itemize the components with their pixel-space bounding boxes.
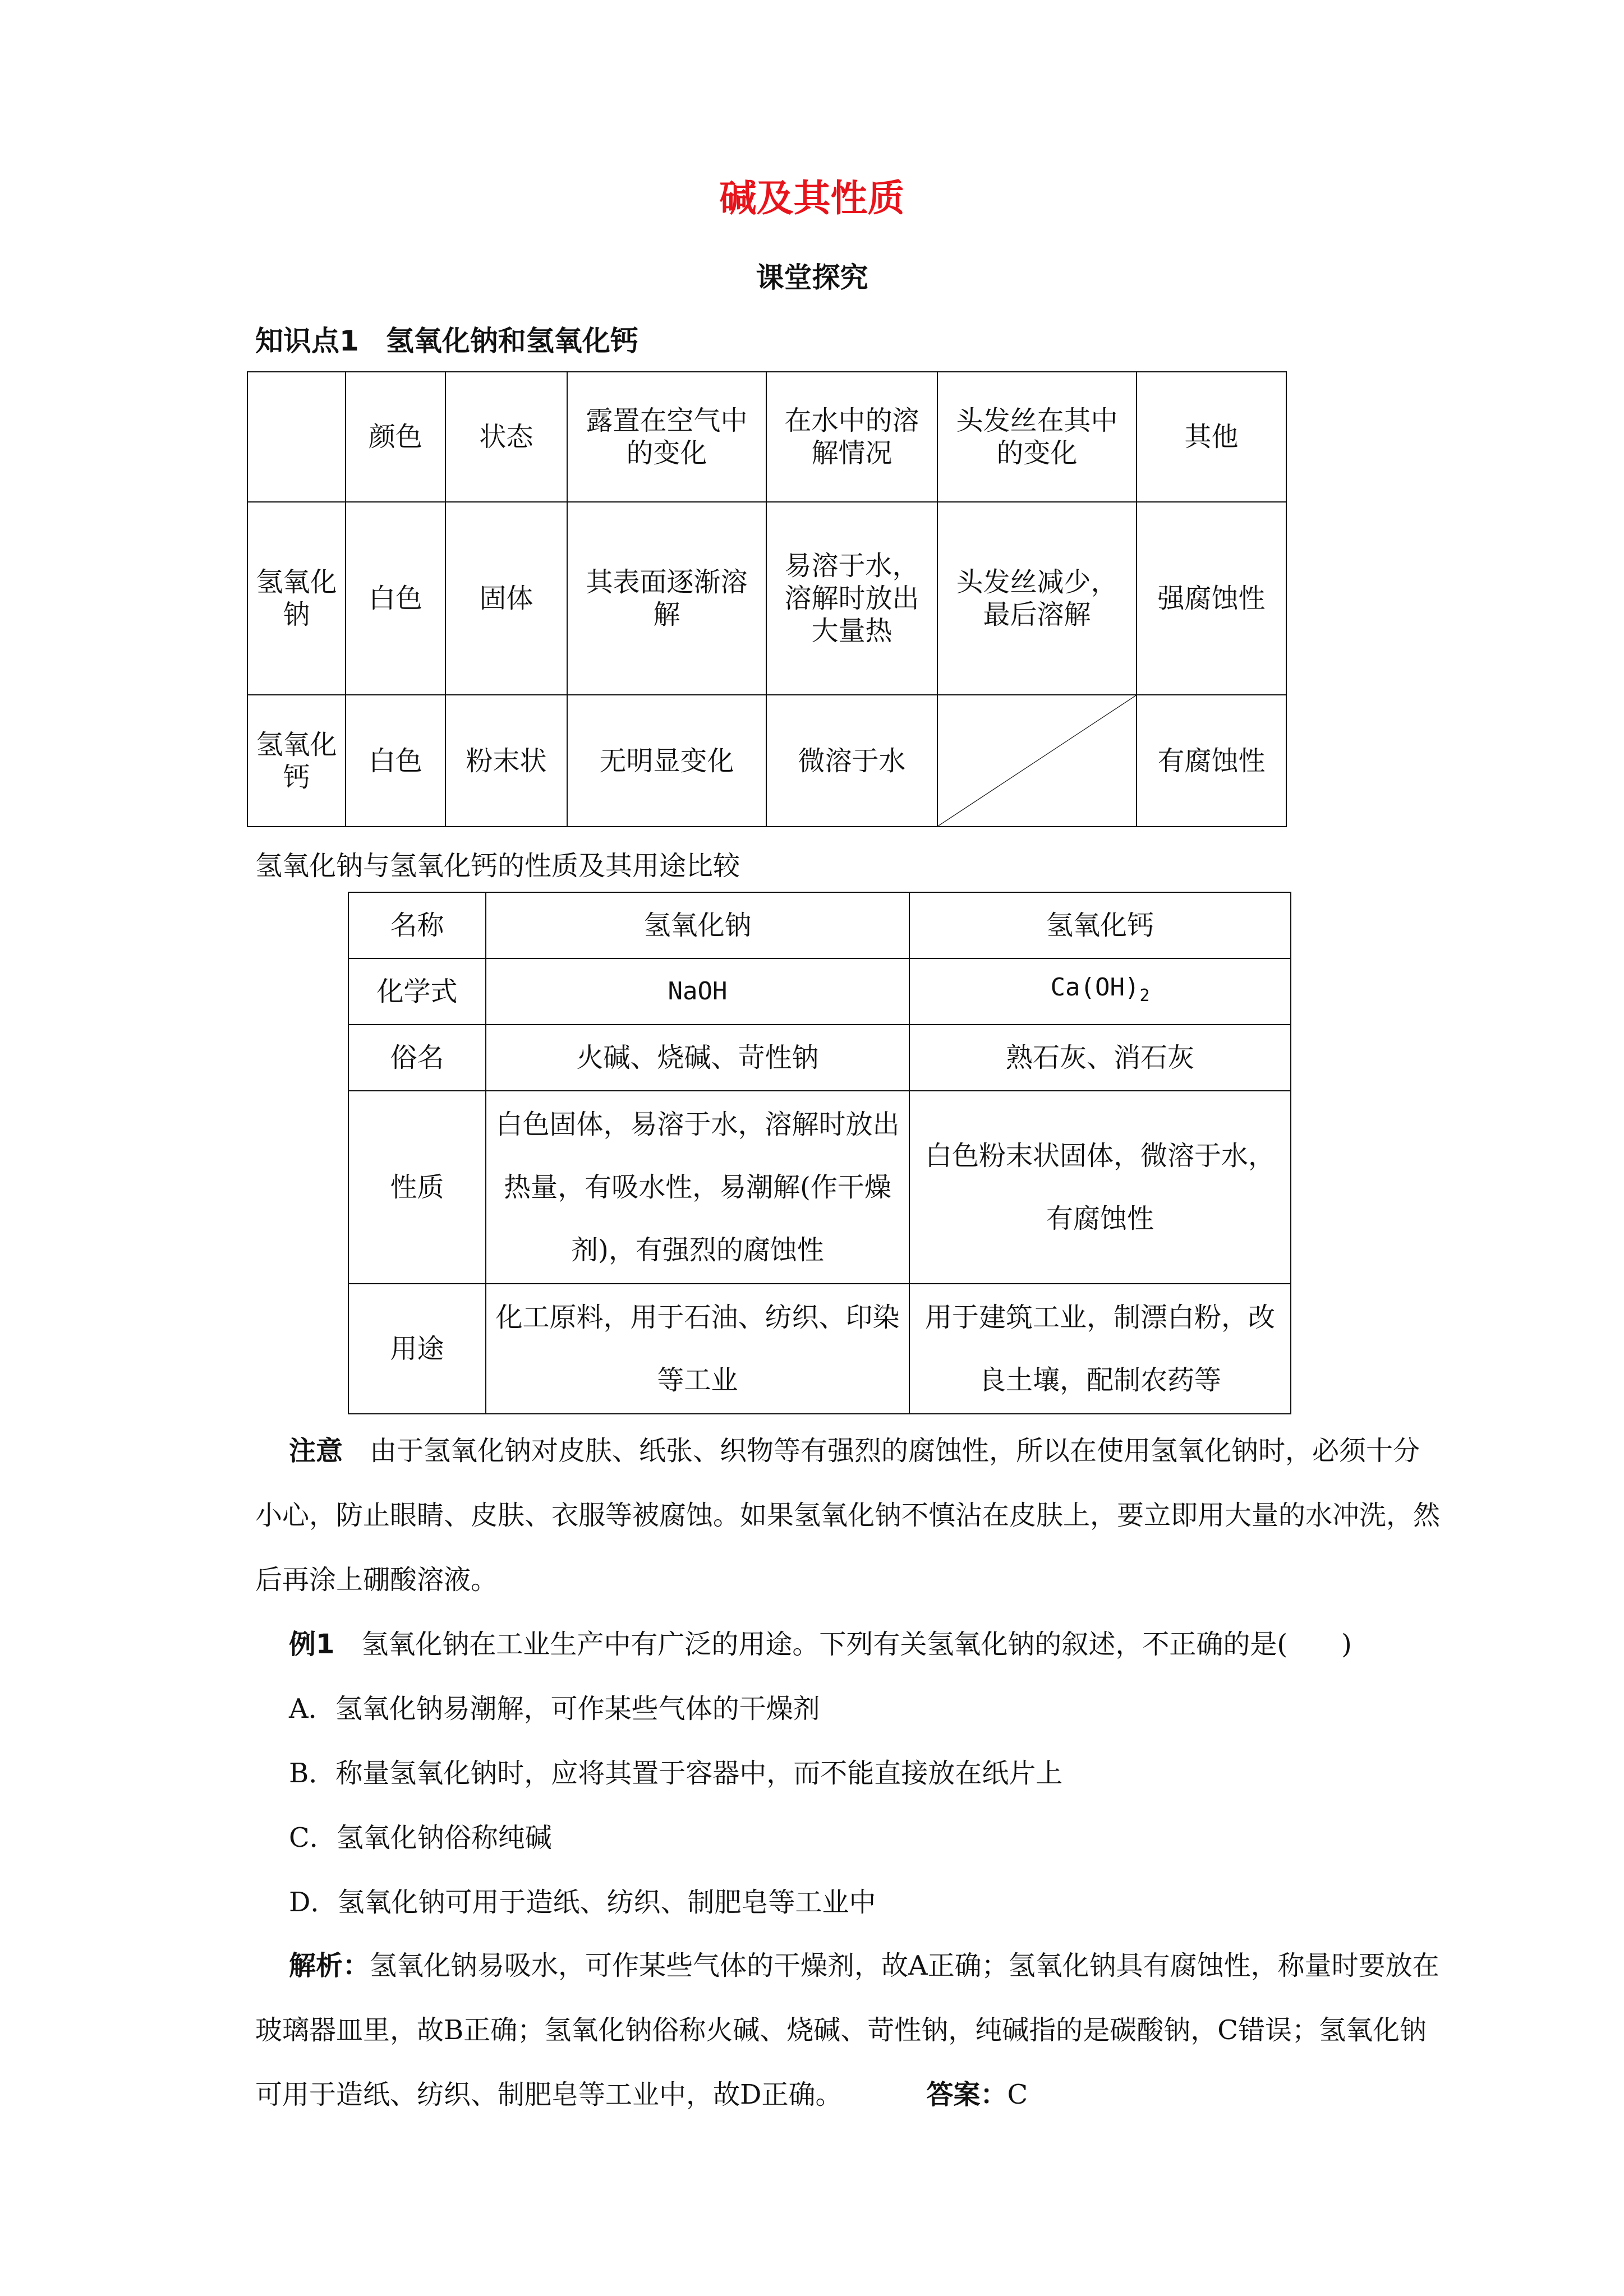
table-cell: 熟石灰、消石灰 — [909, 1025, 1291, 1091]
table-header-cell: 在水中的溶解情况 — [766, 372, 937, 502]
table-cell: 微溶于水 — [766, 695, 937, 827]
table-header-cell: 露置在空气中的变化 — [567, 372, 766, 502]
table-cell: 无明显变化 — [567, 695, 766, 827]
page-title: 碱及其性质 — [719, 177, 905, 220]
table-cell: 化学式 — [348, 958, 486, 1025]
table-cell: 白色 — [346, 695, 445, 827]
table-cell: 氢氧化钙 — [247, 695, 346, 827]
table-cell: 有腐蚀性 — [1137, 695, 1286, 827]
properties-table — [247, 371, 1287, 827]
table-cell: 化工原料，用于石油、纺织、印染等工业 — [486, 1284, 909, 1414]
analysis-label: 解析： — [289, 1950, 370, 1981]
table-row — [348, 1025, 1291, 1091]
table-row — [247, 502, 1286, 695]
table-cell: NaOH — [486, 958, 909, 1025]
table-header-cell: 氢氧化钠 — [486, 892, 909, 958]
diagonal-line — [938, 695, 1136, 826]
comparison-table — [348, 892, 1291, 1414]
table-cell: 火碱、烧碱、苛性钠 — [486, 1025, 909, 1091]
table-cell: 白色粉末状固体，微溶于水，有腐蚀性 — [909, 1091, 1291, 1284]
table-cell: 其表面逐渐溶解 — [567, 502, 766, 695]
table-cell: 用于建筑工业，制漂白粉，改良土壤，配制农药等 — [909, 1284, 1291, 1414]
note-text: 由于氢氧化钠对皮肤、纸张、织物等有强烈的腐蚀性，所以在使用氢氧化钠时，必须十分小心，防止眼睛、皮肤、衣服等被腐蚀。如果氢氧化钠不慎沾在皮肤上，要立即用大量的水冲洗，然后再涂上硼酸溶液。 — [255, 1435, 1441, 1596]
table-cell: 白色固体，易溶于水，溶解时放出热量，有吸水性，易潮解(作干燥剂)，有强烈的腐蚀性 — [486, 1091, 909, 1284]
table-cell: 头发丝减少，最后溶解 — [937, 502, 1137, 695]
option-a — [255, 1687, 820, 1726]
table-header-row — [247, 372, 1286, 502]
empty-diagonal-cell — [937, 695, 1137, 827]
option-b — [255, 1751, 1062, 1790]
table-header-cell: 颜色 — [346, 372, 445, 502]
table-cell — [247, 372, 346, 502]
option-text: D．氢氧化钠可用于造纸、纺织、制肥皂等工业中 — [289, 1887, 876, 1918]
answer-label: 答案： — [926, 2079, 1007, 2110]
table-header-row — [348, 892, 1291, 958]
table-row — [247, 695, 1286, 827]
analysis-text: 氢氧化钠易吸水，可作某些气体的干燥剂，故A正确；氢氧化钠具有腐蚀性，称量时要放在玻璃器皿里，故B正确；氢氧化钠俗称火碱、烧碱、苛性钠，纯碱指的是碳酸钠，C错误；氢氧化钠可用于造纸、纺织、制肥皂等工业中，故D正确。 — [255, 1950, 1439, 2110]
table-cell: 粉末状 — [445, 695, 567, 827]
option-text: C．氢氧化钠俗称纯碱 — [289, 1822, 552, 1854]
table-cell: 用途 — [348, 1284, 486, 1414]
table-header-cell: 其他 — [1137, 372, 1286, 502]
answer-value: C — [1007, 2079, 1028, 2110]
option-text: B．称量氢氧化钠时，应将其置于容器中，而不能直接放在纸片上 — [289, 1758, 1063, 1789]
table-row — [348, 1284, 1291, 1414]
table-header-cell: 状态 — [445, 372, 567, 502]
example-label: 例1 — [289, 1629, 335, 1660]
note-paragraph — [255, 1419, 1444, 1612]
formula-text: Ca(OH) — [1050, 972, 1140, 1002]
table-cell: 性质 — [348, 1091, 486, 1284]
table-cell: 俗名 — [348, 1025, 486, 1091]
option-d — [255, 1880, 876, 1919]
table-row — [348, 958, 1291, 1025]
knowledge-point-heading — [255, 319, 638, 359]
table-cell: 强腐蚀性 — [1137, 502, 1286, 695]
table-header-cell: 头发丝在其中的变化 — [937, 372, 1137, 502]
comparison-caption: 氢氧化钠与氢氧化钙的性质及其用途比较 — [255, 850, 740, 882]
note-label: 注意 — [289, 1435, 343, 1467]
table-cell: 固体 — [445, 502, 567, 695]
example-question — [255, 1622, 1352, 1661]
table-cell: 白色 — [346, 502, 445, 695]
knowledge-point-topic: 氢氧化钠和氢氧化钙 — [385, 325, 638, 357]
table-header-cell: 氢氧化钙 — [909, 892, 1291, 958]
table-header-cell: 名称 — [348, 892, 486, 958]
section-subtitle: 课堂探究 — [756, 261, 868, 294]
option-c — [255, 1816, 552, 1855]
analysis-paragraph — [255, 1934, 1444, 2127]
table-row — [348, 1091, 1291, 1284]
knowledge-point-label: 知识点1 — [255, 325, 359, 357]
option-text: A．氢氧化钠易潮解，可作某些气体的干燥剂 — [289, 1693, 820, 1725]
table-cell: 易溶于水，溶解时放出大量热 — [766, 502, 937, 695]
table-cell — [909, 958, 1291, 1025]
formula-subscript: 2 — [1139, 985, 1150, 1006]
table-cell: 氢氧化钠 — [247, 502, 346, 695]
example-question-text: 氢氧化钠在工业生产中有广泛的用途。下列有关氢氧化钠的叙述，不正确的是( ) — [361, 1629, 1352, 1660]
